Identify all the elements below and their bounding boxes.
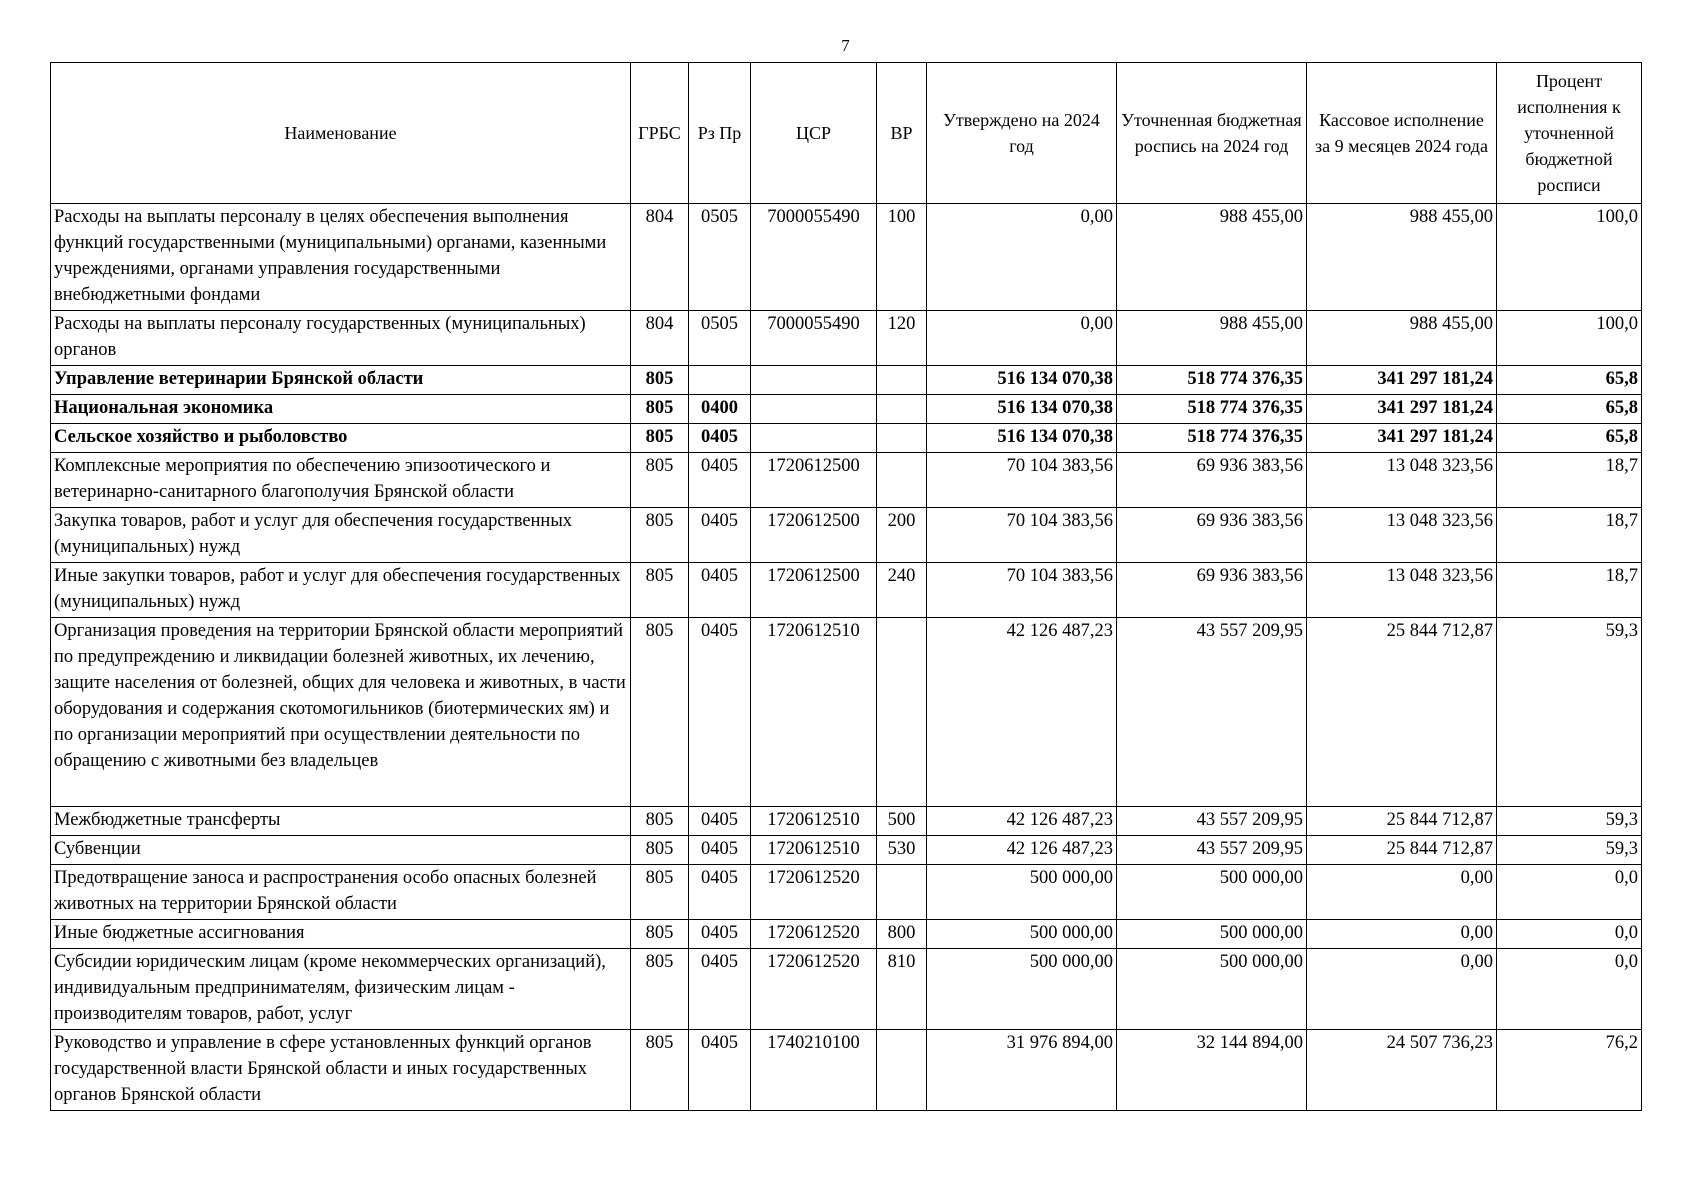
- cell-percent: 18,7: [1497, 563, 1642, 618]
- cell-approved: 70 104 383,56: [927, 453, 1117, 508]
- cell-cash: 341 297 181,24: [1307, 424, 1497, 453]
- cell-rzpr: 0405: [689, 807, 751, 836]
- cell-grbs: 805: [631, 563, 689, 618]
- cell-name: Организация проведения на территории Брянской области мероприятий по предупреждению и ликвидации болезней животных, их лечению, защите населения от болезней, общих для человека и животных, в части оборудования и содержания скотомогильников (биотермических ям) и по организации мероприятий при осуществлении деятельности по обращению с животными без владельцев: [51, 618, 631, 807]
- cell-approved: 500 000,00: [927, 920, 1117, 949]
- table-header-row: [51, 63, 1642, 204]
- cell-approved: 42 126 487,23: [927, 836, 1117, 865]
- cell-approved: 31 976 894,00: [927, 1030, 1117, 1111]
- cell-percent: 18,7: [1497, 508, 1642, 563]
- cell-vr: 100: [877, 204, 927, 311]
- cell-csr: 1720612520: [751, 949, 877, 1030]
- cell-grbs: 805: [631, 453, 689, 508]
- table-row: [51, 204, 1642, 311]
- cell-rzpr: 0405: [689, 563, 751, 618]
- table-row: [51, 395, 1642, 424]
- cell-rzpr: 0405: [689, 618, 751, 807]
- table-row: [51, 424, 1642, 453]
- cell-rzpr: [689, 366, 751, 395]
- cell-cash: 13 048 323,56: [1307, 453, 1497, 508]
- cell-csr: 1720612520: [751, 920, 877, 949]
- cell-vr: [877, 395, 927, 424]
- table-row: [51, 311, 1642, 366]
- cell-grbs: 804: [631, 311, 689, 366]
- cell-csr: 1720612500: [751, 563, 877, 618]
- cell-rzpr: 0405: [689, 1030, 751, 1111]
- cell-percent: 0,0: [1497, 865, 1642, 920]
- cell-csr: 7000055490: [751, 311, 877, 366]
- cell-approved: 516 134 070,38: [927, 424, 1117, 453]
- table-row: [51, 366, 1642, 395]
- cell-approved: 516 134 070,38: [927, 366, 1117, 395]
- table-row: [51, 836, 1642, 865]
- cell-vr: 530: [877, 836, 927, 865]
- cell-vr: 500: [877, 807, 927, 836]
- cell-csr: [751, 366, 877, 395]
- header-percent: Процент исполнения к уточненной бюджетной росписи: [1497, 63, 1642, 204]
- cell-name: Иные бюджетные ассигнования: [51, 920, 631, 949]
- cell-name: Предотвращение заноса и распространения особо опасных болезней животных на территории Брянской области: [51, 865, 631, 920]
- cell-rzpr: 0405: [689, 508, 751, 563]
- cell-vr: 120: [877, 311, 927, 366]
- cell-vr: [877, 424, 927, 453]
- cell-approved: 42 126 487,23: [927, 807, 1117, 836]
- cell-rzpr: 0505: [689, 204, 751, 311]
- cell-vr: [877, 453, 927, 508]
- table-row: [51, 920, 1642, 949]
- cell-refined: 43 557 209,95: [1117, 807, 1307, 836]
- table-row: [51, 508, 1642, 563]
- header-refined: Уточненная бюджетная роспись на 2024 год: [1117, 63, 1307, 204]
- cell-rzpr: 0405: [689, 920, 751, 949]
- cell-grbs: 805: [631, 395, 689, 424]
- table-row: [51, 807, 1642, 836]
- cell-approved: 500 000,00: [927, 865, 1117, 920]
- cell-grbs: 805: [631, 920, 689, 949]
- table-row: [51, 618, 1642, 807]
- cell-csr: 1720612510: [751, 836, 877, 865]
- cell-approved: 0,00: [927, 204, 1117, 311]
- cell-rzpr: 0505: [689, 311, 751, 366]
- cell-percent: 65,8: [1497, 395, 1642, 424]
- cell-percent: 100,0: [1497, 311, 1642, 366]
- cell-name: Расходы на выплаты персоналу в целях обеспечения выполнения функций государственными (муниципальными) органами, казенными учреждениями, органами управления государственными внебюджетными фондами: [51, 204, 631, 311]
- cell-cash: 24 507 736,23: [1307, 1030, 1497, 1111]
- cell-csr: 1720612510: [751, 807, 877, 836]
- cell-refined: 500 000,00: [1117, 920, 1307, 949]
- cell-refined: 518 774 376,35: [1117, 395, 1307, 424]
- cell-approved: 516 134 070,38: [927, 395, 1117, 424]
- cell-percent: 18,7: [1497, 453, 1642, 508]
- cell-rzpr: 0405: [689, 865, 751, 920]
- cell-percent: 76,2: [1497, 1030, 1642, 1111]
- cell-approved: 70 104 383,56: [927, 563, 1117, 618]
- cell-refined: 69 936 383,56: [1117, 508, 1307, 563]
- cell-cash: 25 844 712,87: [1307, 618, 1497, 807]
- cell-vr: [877, 618, 927, 807]
- cell-name: Иные закупки товаров, работ и услуг для обеспечения государственных (муниципальных) нужд: [51, 563, 631, 618]
- header-approved: Утверждено на 2024 год: [927, 63, 1117, 204]
- cell-grbs: 805: [631, 836, 689, 865]
- cell-csr: 1740210100: [751, 1030, 877, 1111]
- cell-refined: 500 000,00: [1117, 865, 1307, 920]
- cell-name: Национальная экономика: [51, 395, 631, 424]
- cell-rzpr: 0405: [689, 949, 751, 1030]
- cell-cash: 988 455,00: [1307, 204, 1497, 311]
- cell-vr: 200: [877, 508, 927, 563]
- table-row: [51, 865, 1642, 920]
- cell-refined: 43 557 209,95: [1117, 618, 1307, 807]
- cell-percent: 59,3: [1497, 618, 1642, 807]
- cell-vr: [877, 1030, 927, 1111]
- cell-percent: 59,3: [1497, 807, 1642, 836]
- cell-grbs: 804: [631, 204, 689, 311]
- cell-cash: 25 844 712,87: [1307, 807, 1497, 836]
- cell-grbs: 805: [631, 807, 689, 836]
- cell-csr: 1720612500: [751, 453, 877, 508]
- cell-cash: 0,00: [1307, 865, 1497, 920]
- cell-refined: 43 557 209,95: [1117, 836, 1307, 865]
- cell-name: Управление ветеринарии Брянской области: [51, 366, 631, 395]
- header-rzpr: Рз Пр: [689, 63, 751, 204]
- cell-grbs: 805: [631, 366, 689, 395]
- cell-name: Расходы на выплаты персоналу государственных (муниципальных) органов: [51, 311, 631, 366]
- cell-refined: 500 000,00: [1117, 949, 1307, 1030]
- table-row: [51, 949, 1642, 1030]
- cell-csr: [751, 424, 877, 453]
- cell-vr: 240: [877, 563, 927, 618]
- cell-percent: 59,3: [1497, 836, 1642, 865]
- cell-refined: 32 144 894,00: [1117, 1030, 1307, 1111]
- cell-rzpr: 0400: [689, 395, 751, 424]
- cell-approved: 0,00: [927, 311, 1117, 366]
- cell-cash: 341 297 181,24: [1307, 366, 1497, 395]
- cell-percent: 0,0: [1497, 949, 1642, 1030]
- table-row: [51, 1030, 1642, 1111]
- cell-approved: 70 104 383,56: [927, 508, 1117, 563]
- cell-grbs: 805: [631, 949, 689, 1030]
- cell-grbs: 805: [631, 424, 689, 453]
- cell-refined: 69 936 383,56: [1117, 453, 1307, 508]
- cell-name: Закупка товаров, работ и услуг для обеспечения государственных (муниципальных) нужд: [51, 508, 631, 563]
- cell-csr: 1720612520: [751, 865, 877, 920]
- table-row: [51, 453, 1642, 508]
- cell-cash: 988 455,00: [1307, 311, 1497, 366]
- cell-percent: 0,0: [1497, 920, 1642, 949]
- cell-grbs: 805: [631, 508, 689, 563]
- header-grbs: ГРБС: [631, 63, 689, 204]
- cell-name: Сельское хозяйство и рыболовство: [51, 424, 631, 453]
- cell-name: Комплексные мероприятия по обеспечению эпизоотического и ветеринарно-санитарного благополучия Брянской области: [51, 453, 631, 508]
- cell-rzpr: 0405: [689, 453, 751, 508]
- cell-csr: 7000055490: [751, 204, 877, 311]
- cell-cash: 13 048 323,56: [1307, 508, 1497, 563]
- header-csr: ЦСР: [751, 63, 877, 204]
- cell-approved: 42 126 487,23: [927, 618, 1117, 807]
- header-vr: ВР: [877, 63, 927, 204]
- cell-vr: [877, 865, 927, 920]
- cell-approved: 500 000,00: [927, 949, 1117, 1030]
- budget-execution-table: [50, 62, 1642, 1111]
- header-name: Наименование: [51, 63, 631, 204]
- cell-vr: [877, 366, 927, 395]
- page-number: 7: [841, 36, 850, 55]
- cell-csr: 1720612510: [751, 618, 877, 807]
- cell-cash: 13 048 323,56: [1307, 563, 1497, 618]
- cell-cash: 25 844 712,87: [1307, 836, 1497, 865]
- cell-name: Межбюджетные трансферты: [51, 807, 631, 836]
- cell-refined: 69 936 383,56: [1117, 563, 1307, 618]
- cell-rzpr: 0405: [689, 424, 751, 453]
- cell-rzpr: 0405: [689, 836, 751, 865]
- cell-percent: 100,0: [1497, 204, 1642, 311]
- cell-percent: 65,8: [1497, 366, 1642, 395]
- cell-refined: 518 774 376,35: [1117, 366, 1307, 395]
- cell-refined: 988 455,00: [1117, 311, 1307, 366]
- cell-grbs: 805: [631, 865, 689, 920]
- cell-name: Субсидии юридическим лицам (кроме некоммерческих организаций), индивидуальным предпринимателям, физическим лицам - производителям товаров, работ, услуг: [51, 949, 631, 1030]
- cell-cash: 0,00: [1307, 920, 1497, 949]
- table-row: [51, 563, 1642, 618]
- header-cash: Кассовое исполнение за 9 месяцев 2024 года: [1307, 63, 1497, 204]
- cell-refined: 988 455,00: [1117, 204, 1307, 311]
- cell-name: Руководство и управление в сфере установленных функций органов государственной власти Брянской области и иных государственных органов Брянской области: [51, 1030, 631, 1111]
- cell-refined: 518 774 376,35: [1117, 424, 1307, 453]
- cell-grbs: 805: [631, 1030, 689, 1111]
- cell-vr: 810: [877, 949, 927, 1030]
- cell-csr: 1720612500: [751, 508, 877, 563]
- cell-cash: 0,00: [1307, 949, 1497, 1030]
- cell-grbs: 805: [631, 618, 689, 807]
- cell-vr: 800: [877, 920, 927, 949]
- cell-name: Субвенции: [51, 836, 631, 865]
- cell-cash: 341 297 181,24: [1307, 395, 1497, 424]
- cell-csr: [751, 395, 877, 424]
- cell-percent: 65,8: [1497, 424, 1642, 453]
